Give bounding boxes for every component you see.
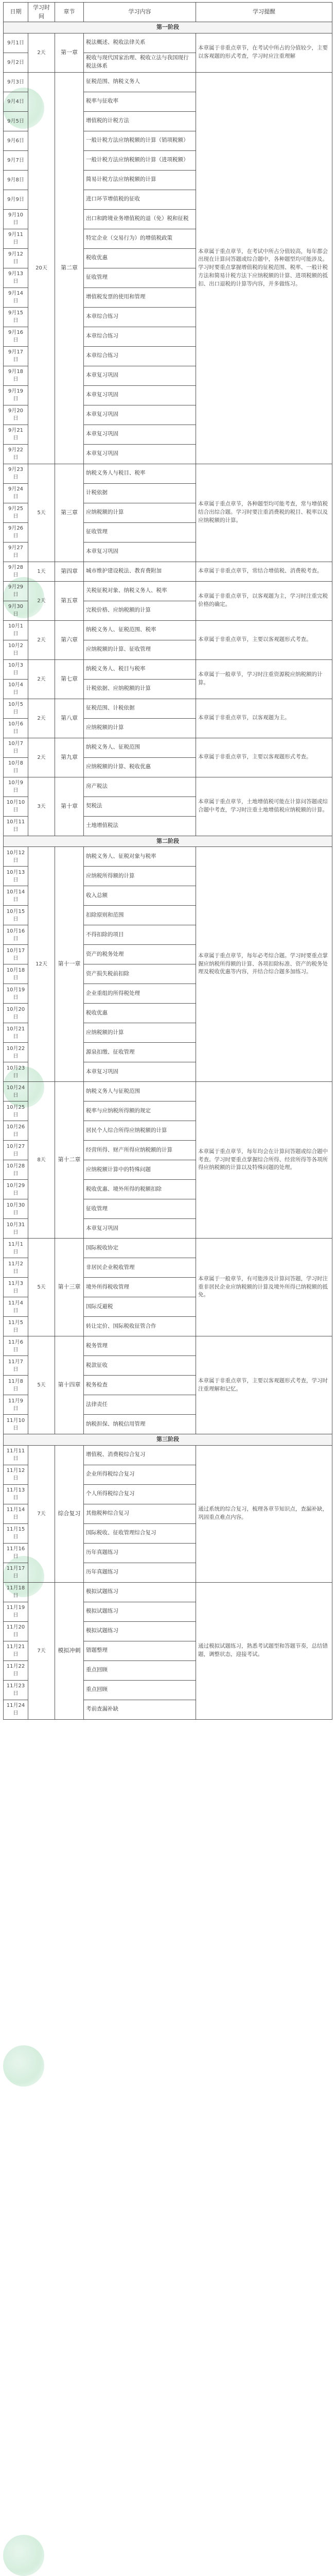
reminder-cell: 通过系统的综合复习，梳理各章节知识点，查漏补缺，巩固重点难点内容。 [196,1445,332,1582]
chapter-cell: 第九章 [55,738,84,777]
date-cell: 9月16日 [4,327,28,346]
date-cell: 11月6日 [4,1336,28,1356]
date-cell: 10月15日 [4,906,28,925]
content-cell: 税率与应纳税所得额的规定 [84,1101,196,1121]
date-cell: 11月2日 [4,1258,28,1278]
content-cell: 税法概述、税收法律关系 [84,33,196,53]
date-cell: 10月18日 [4,964,28,984]
date-cell: 9月26日 [4,522,28,542]
content-cell: 本章综合练习 [84,346,196,366]
content-cell: 税收优惠、境外所得的税额扣除 [84,1180,196,1199]
content-cell: 重点回顾 [84,1680,196,1700]
date-cell: 9月10日 [4,209,28,229]
content-cell: 税务管理 [84,1336,196,1356]
date-cell: 9月15日 [4,307,28,327]
chapter-cell: 第十一章 [55,847,84,1082]
reminder-cell: 本章属于重点章节，土地增值税可能在计算问答题或综合题中考查，学习时注重土地增值税应纳税额的计算。 [196,777,332,836]
date-cell: 10月30日 [4,1199,28,1219]
date-cell: 9月19日 [4,385,28,405]
date-cell: 10月19日 [4,984,28,1004]
content-cell: 重点回顾 [84,1660,196,1680]
content-cell: 税率与征收率 [84,92,196,111]
date-cell: 9月17日 [4,346,28,366]
chapter-cell: 第十四章 [55,1336,84,1434]
chapter-cell: 模拟冲刺 [55,1582,84,1719]
table-row [4,1336,332,1356]
date-cell: 11月18日 [4,1582,28,1602]
days-cell: 2天 [28,620,55,659]
date-cell: 10月22日 [4,1043,28,1062]
content-cell: 转让定价、国际税收征管合作 [84,1317,196,1336]
section-row [4,22,332,33]
content-cell: 税收优惠 [84,248,196,268]
date-cell: 9月4日 [4,92,28,111]
date-cell: 9月9日 [4,190,28,209]
date-cell: 11月11日 [4,1445,28,1465]
date-cell: 11月16日 [4,1543,28,1563]
date-cell: 9月3日 [4,72,28,92]
date-cell: 9月8日 [4,170,28,190]
header-chapter: 章节 [55,3,84,22]
content-cell: 经营所得、财产所得应纳税额的计算 [84,1141,196,1160]
days-cell: 5天 [28,1239,55,1336]
content-cell: 纳税义务人、税目与税率 [84,659,196,679]
content-cell: 城市维护建设税法、教育费附加 [84,562,196,581]
content-cell: 不得扣除的项目 [84,925,196,945]
date-cell: 9月12日 [4,248,28,268]
content-cell: 本章复习巩固 [84,425,196,444]
date-cell: 10月27日 [4,1141,28,1160]
content-cell: 应纳税额的计算 [84,718,196,738]
content-cell: 进口环节增值税的征收 [84,190,196,209]
content-cell: 本章复习巩固 [84,385,196,405]
date-cell: 9月6日 [4,131,28,150]
content-cell: 土地增值税法 [84,816,196,836]
date-cell: 10月1日 [4,620,28,640]
content-cell: 本章复习巩固 [84,405,196,425]
content-cell: 历年真题练习 [84,1563,196,1582]
content-cell: 企业所得税综合复习 [84,1465,196,1484]
content-cell: 征收管理 [84,268,196,287]
content-cell: 特定企业（交易行为）的增值税政策 [84,229,196,248]
days-cell: 2天 [28,738,55,777]
section-row [4,1434,332,1446]
reminder-cell: 本章属于非重点章节，主要以客观题形式考查。 [196,738,332,777]
days-cell: 1天 [28,562,55,581]
date-cell: 9月27日 [4,542,28,562]
reminder-cell: 本章属于非重点章节，在考试中所占的分值较少，主要以客观题的形式考查，学习时应注重理解 [196,33,332,72]
content-cell: 纳税义务人、征税范围 [84,738,196,757]
reminder-cell: 本章属于重点章节，每年必考综合题。学习时要重点掌握应纳税所得额的计算、各项扣除标准、资产的税务处理及税收优惠等内容，并结合综合题多加练习。 [196,847,332,1082]
content-cell: 个人所得税综合复习 [84,1484,196,1504]
chapter-cell: 第六章 [55,620,84,659]
content-cell: 国际税收协定 [84,1239,196,1258]
content-cell: 境外所得税收管理 [84,1278,196,1297]
date-cell: 11月12日 [4,1465,28,1484]
date-cell: 9月13日 [4,268,28,287]
chapter-cell: 第四章 [55,562,84,581]
content-cell: 一般计税方法应纳税额的计算（销项税额） [84,131,196,150]
study-plan-table [3,2,332,1720]
watermark-logo [3,2045,44,2087]
content-cell: 本章复习巩固 [84,542,196,562]
section-row [4,836,332,847]
days-cell: 8天 [28,1082,55,1239]
content-cell: 模拟试题练习 [84,1602,196,1621]
content-cell: 源泉扣缴、征收管理 [84,1043,196,1062]
date-cell: 10月8日 [4,757,28,777]
date-cell: 10月11日 [4,816,28,836]
date-cell: 11月5日 [4,1317,28,1336]
content-cell: 本章综合练习 [84,307,196,327]
date-cell: 11月14日 [4,1504,28,1523]
table-row [4,33,332,53]
content-cell: 本章复习巩固 [84,1219,196,1239]
content-cell: 完税价格、应纳税额的计算 [84,601,196,620]
date-cell: 11月20日 [4,1621,28,1641]
date-cell: 10月21日 [4,1023,28,1043]
content-cell: 资产的税务处理 [84,945,196,964]
chapter-cell: 第三章 [55,464,84,562]
days-cell: 3天 [28,777,55,836]
watermark-logo [3,2535,44,2576]
content-cell: 税款征收 [84,1356,196,1376]
reminder-cell: 本章属于一般章节，有可能涉及计算问答题，学习时注重非居民企业应纳税额的计算及境外所得已纳税额的抵免。 [196,1239,332,1336]
content-cell: 国际反避税 [84,1297,196,1317]
chapter-cell: 第十章 [55,777,84,836]
content-cell: 本章复习巩固 [84,1062,196,1082]
content-cell: 纳税担保、纳税信用管理 [84,1415,196,1434]
content-cell: 模拟试题练习 [84,1582,196,1602]
date-cell: 9月24日 [4,483,28,503]
content-cell: 增值税发票的使用和管理 [84,287,196,307]
content-cell: 本章复习巩固 [84,366,196,385]
date-cell: 11月3日 [4,1278,28,1297]
content-cell: 房产税法 [84,777,196,796]
date-cell: 10月6日 [4,718,28,738]
date-cell: 11月13日 [4,1484,28,1504]
reminder-cell: 本章属于非重点章节，主要以客观题形式考查，学习时注重理解和记忆。 [196,1336,332,1434]
content-cell: 契税法 [84,796,196,816]
reminder-cell: 通过模拟试题练习，熟悉考试题型和答题节奏，总结错题，调整状态，迎接考试。 [196,1582,332,1719]
days-cell: 20天 [28,72,55,464]
table-row [4,1445,332,1465]
content-cell: 征税范围、计税依据 [84,699,196,718]
date-cell: 9月28日 [4,562,28,581]
date-cell: 11月23日 [4,1680,28,1700]
content-cell: 应纳税额的计算、征收管理 [84,640,196,659]
reminder-cell: 本章属于重点章节，各种题型均可能考查，常与增值税结合出综合题。学习时要注重消费税的税目、税率以及应纳税额的计算。 [196,464,332,562]
days-cell: 7天 [28,1445,55,1582]
content-cell: 模拟试题练习 [84,1621,196,1641]
date-cell: 11月4日 [4,1297,28,1317]
date-cell: 10月20日 [4,1004,28,1023]
reminder-cell: 本章属于重点章节，每年均会在计算问答题或综合题中考查。学习时要重点掌握综合所得、经营所得等各项所得应纳税额的计算以及特殊问题的处理。 [196,1082,332,1239]
days-cell: 5天 [28,1336,55,1434]
content-cell: 纳税义务人与征税范围 [84,1082,196,1101]
table-header-row [4,3,332,22]
header-content: 学习内容 [84,3,196,22]
table-row [4,581,332,601]
date-cell: 9月1日 [4,33,28,53]
date-cell: 10月23日 [4,1062,28,1082]
section-title: 第三阶段 [4,1434,332,1446]
date-cell: 10月29日 [4,1180,28,1199]
days-cell: 2天 [28,699,55,738]
content-cell: 征收管理 [84,522,196,542]
date-cell: 11月24日 [4,1700,28,1719]
content-cell: 纳税义务人、征税范围、税率 [84,620,196,640]
table-row [4,620,332,640]
days-cell: 2天 [28,581,55,620]
content-cell: 本章综合练习 [84,327,196,346]
days-cell: 2天 [28,33,55,72]
reminder-cell: 本章属于非重点章节，以客观题为主，学习时注重完税价格的确定。 [196,581,332,620]
content-cell: 考前查漏补缺 [84,1700,196,1719]
content-cell: 应纳税额的计算、税收优惠 [84,757,196,777]
date-cell: 9月11日 [4,229,28,248]
content-cell: 纳税义务人与税目、税率 [84,464,196,483]
content-cell: 非居民企业税收管理 [84,1258,196,1278]
content-cell: 应纳税额的计算 [84,503,196,522]
reminder-cell: 本章属于重点章节，在考试中所占分值较高，每年都会出现在计算问答题或综合题中，各种题型均可能涉及。学习时要重点掌握增值税的征税范围、税率、一般计税方法和简易计税方法下应纳税额的计算、进项税额的抵扣、出口退税的计算等内容，并多做练习。 [196,72,332,464]
date-cell: 10月5日 [4,699,28,718]
date-cell: 10月25日 [4,1101,28,1121]
date-cell: 10月10日 [4,796,28,816]
content-cell: 资产损失税前扣除 [84,964,196,984]
date-cell: 10月12日 [4,847,28,867]
table-row [4,847,332,867]
section-title: 第二阶段 [4,836,332,847]
date-cell: 10月7日 [4,738,28,757]
date-cell: 10月14日 [4,886,28,906]
chapter-cell: 第二章 [55,72,84,464]
table-row [4,1082,332,1101]
chapter-cell: 第一章 [55,33,84,72]
content-cell: 增值税的计税方法 [84,111,196,131]
date-cell: 9月2日 [4,53,28,72]
content-cell: 应纳税所得额的计算 [84,867,196,886]
table-row [4,777,332,796]
date-cell: 11月9日 [4,1395,28,1415]
days-cell: 7天 [28,1582,55,1719]
date-cell: 11月15日 [4,1523,28,1543]
date-cell: 11月17日 [4,1563,28,1582]
date-cell: 10月2日 [4,640,28,659]
table-row [4,659,332,679]
content-cell: 计税依据 [84,483,196,503]
date-cell: 10月26日 [4,1121,28,1141]
chapter-cell: 第十二章 [55,1082,84,1239]
date-cell: 11月19日 [4,1602,28,1621]
date-cell: 9月29日 [4,581,28,601]
table-row [4,1582,332,1602]
content-cell: 简易计税方法应纳税额的计算 [84,170,196,190]
table-row [4,699,332,718]
content-cell: 应纳税额计算中的特殊问题 [84,1160,196,1180]
date-cell: 9月20日 [4,405,28,425]
section-title: 第一阶段 [4,22,332,33]
content-cell: 其他税种综合复习 [84,1504,196,1523]
content-cell: 计税依据、应纳税额的计算 [84,679,196,699]
reminder-cell: 本章属于一般章节，学习时注重资源税应纳税额的计算。 [196,659,332,699]
table-row [4,464,332,483]
content-cell: 出口和跨境业务增值税的退（免）税和征税 [84,209,196,229]
content-cell: 历年真题练习 [84,1543,196,1563]
content-cell: 收入总额 [84,886,196,906]
date-cell: 9月21日 [4,425,28,444]
date-cell: 9月22日 [4,444,28,464]
date-cell: 10月3日 [4,659,28,679]
chapter-cell: 第五章 [55,581,84,620]
date-cell: 11月10日 [4,1415,28,1434]
date-cell: 10月31日 [4,1219,28,1239]
date-cell: 11月21日 [4,1641,28,1660]
content-cell: 征收管理 [84,1199,196,1219]
content-cell: 税收优惠 [84,1004,196,1023]
date-cell: 11月1日 [4,1239,28,1258]
date-cell: 9月23日 [4,464,28,483]
content-cell: 关税征税对象、纳税义务人、税率 [84,581,196,601]
date-cell: 10月13日 [4,867,28,886]
date-cell: 10月16日 [4,925,28,945]
reminder-cell: 本章属于非重点章节，以客观题为主。 [196,699,332,738]
content-cell: 居民个人综合所得应纳税额的计算 [84,1121,196,1141]
table-row [4,1239,332,1258]
date-cell: 10月17日 [4,945,28,964]
table-row [4,72,332,92]
reminder-cell: 本章属于非重点章节，主要以客观题形式考查。 [196,620,332,659]
table-row [4,562,332,581]
content-cell: 法律责任 [84,1395,196,1415]
date-cell: 9月30日 [4,601,28,620]
days-cell: 12天 [28,847,55,1082]
date-cell: 9月25日 [4,503,28,522]
date-cell: 9月14日 [4,287,28,307]
content-cell: 错题整理 [84,1641,196,1660]
date-cell: 9月18日 [4,366,28,385]
content-cell: 税务检查 [84,1376,196,1395]
table-row [4,738,332,757]
content-cell: 扣除原则和范围 [84,906,196,925]
days-cell: 5天 [28,464,55,562]
content-cell: 本章复习巩固 [84,444,196,464]
header-study-time: 学习时间 [28,3,55,22]
content-cell: 增值税、消费税综合复习 [84,1445,196,1465]
content-cell: 应纳税额的计算 [84,1023,196,1043]
content-cell: 一般计税方法应纳税额的计算（进项税额） [84,150,196,170]
header-reminder: 学习提醒 [196,3,332,22]
date-cell: 11月8日 [4,1376,28,1395]
date-cell: 10月28日 [4,1160,28,1180]
date-cell: 10月4日 [4,679,28,699]
date-cell: 11月7日 [4,1356,28,1376]
date-cell: 9月5日 [4,111,28,131]
date-cell: 9月7日 [4,150,28,170]
days-cell: 2天 [28,659,55,699]
chapter-cell: 第十三章 [55,1239,84,1336]
chapter-cell: 第八章 [55,699,84,738]
date-cell: 11月22日 [4,1660,28,1680]
content-cell: 国际税收、征收管理综合复习 [84,1523,196,1543]
date-cell: 10月9日 [4,777,28,796]
header-date: 日期 [4,3,28,22]
date-cell: 10月24日 [4,1082,28,1101]
chapter-cell: 综合复习 [55,1445,84,1582]
chapter-cell: 第七章 [55,659,84,699]
content-cell: 企业重组的所得税处理 [84,984,196,1004]
content-cell: 税收与现代国家治理、税收立法与我国现行税法体系 [84,53,196,72]
content-cell: 征税范围、纳税义务人 [84,72,196,92]
reminder-cell: 本章属于非重点章节，常结合增值税、消费税考查。 [196,562,332,581]
content-cell: 纳税义务人、征税对象与税率 [84,847,196,867]
